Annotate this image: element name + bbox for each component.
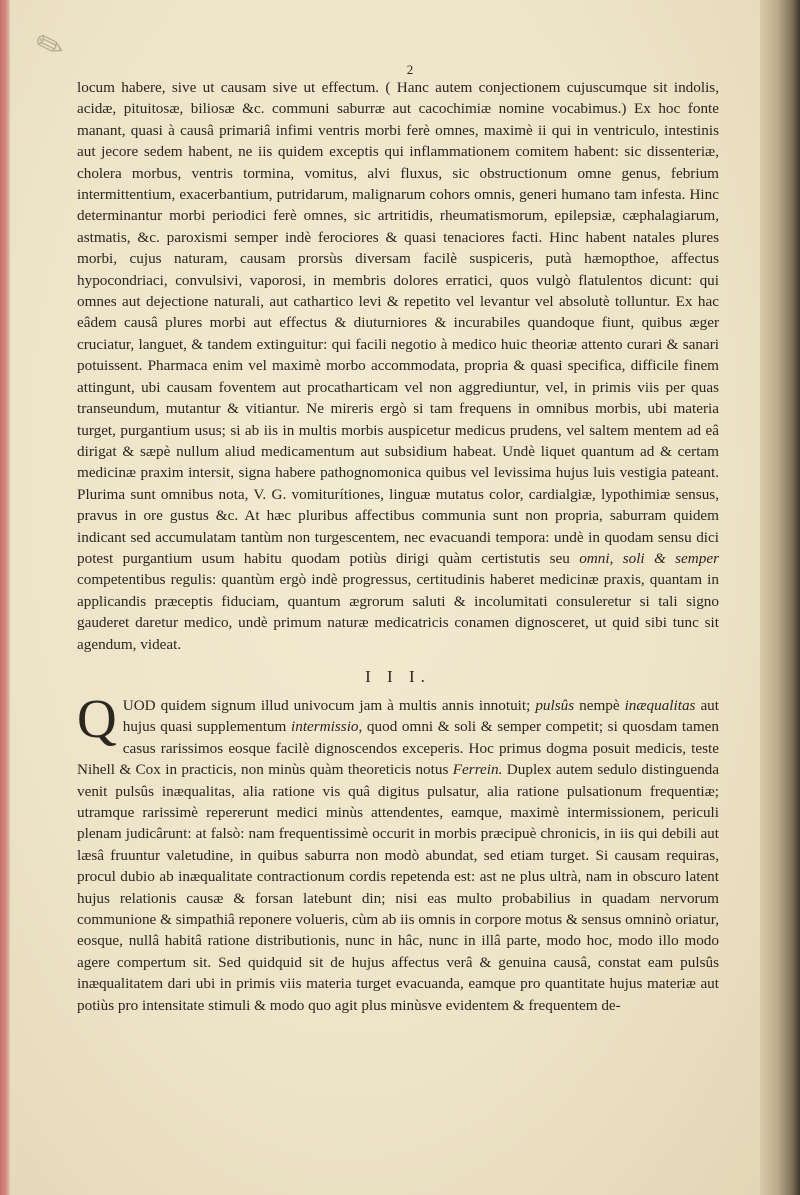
paragraph-text: Duplex autem sedulo distinguenda venit pulsûs inæqualitas, alia ratione vis quâ digitus pulsatur, alia ratione pulsationum frequentiæ; utramque rarissimè repererunt medici minùs attendentes, eamque, maximè intermissionem, periculi plenam judicârunt: at falsò: nam frequentissimè occurit in morbis præcipuè chronicis, in iis qui debili aut læsâ fruuntur valetudine, in quibus saburra non modò abundat, sed etiam turget. Si causam requiras, procul dubio ab inæqualitate contractionum cordis repetenda est: ast ne plus ultrà, nam in obscuro latent hujus relationis causæ & forsan latebunt din; nisi eas multo probabilius in quadam nervorum communione & simpathiâ reponere volueris, cùm ab iis omnis in corpore motus & sensus omninò oriatur, eosque, nullâ habitâ ratione distributionis, nunc in hâc, nunc in illâ parte, modo hoc, modo illo modo agere compertum sit. Sed quidquid sit de hujus affectus verâ & genuina causâ, constat eam pulsûs inæqualitatem dari ubi in primis viis materia turget evacuanda, eamque pro quantitate hujus materiæ aut potiùs pro intensitate stimuli & modo quo agit plus minùsve evidentem & frequentem de- <box>77 761 720 1014</box>
paragraph <box>77 687 720 1016</box>
ink-mark: ✎ <box>31 24 70 69</box>
paragraph-text: UOD quidem signum illud univocum jam à multis annis innotuit; <box>122 696 536 714</box>
book-binding-shadow <box>760 0 800 1195</box>
paragraph-text: nempè <box>574 696 625 714</box>
page-edge-left <box>0 0 10 1195</box>
page-text <box>77 62 719 1016</box>
italic-phrase: Ferrein. <box>452 761 503 779</box>
italic-phrase: intermissio <box>291 718 359 736</box>
paragraph-text: tutis seu <box>514 549 580 567</box>
paragraph-text: competentibus regulis: quantùm ergò indè progressus, certitudinis haberet medicinæ praxis, quantam in applicandis præceptis fiduciam, quantum ægrorum saluti & incolumitati consuleretur si tali signo gauderet daretur medico, undè primum naturæ medicatricis conamen dignosceret, ut quid sibi tunc sit agendum, videat. <box>77 571 719 653</box>
italic-phrase: inæqualitas <box>624 696 696 714</box>
paragraph-text: , quod omni & soli & semper competit; si quosdam tamen casus rarissimos eosque facilè dignoscendos exceperis. Hoc primus dogma posuit medicis, teste Nihell & Cox in practicis, non minùs quàm theoreticis notus <box>77 718 719 779</box>
italic-phrase: pulsûs <box>535 696 575 714</box>
italic-phrase: omni, soli & semper <box>579 549 719 567</box>
drop-cap: Q <box>77 687 117 749</box>
paragraph <box>77 77 719 655</box>
section-heading: I I I. <box>365 666 431 686</box>
page-number: 2 <box>406 62 414 77</box>
paragraph-text: aut hujus quasi supplementum <box>122 696 720 736</box>
paragraph-text: locum habere, sive ut causam sive ut effectum. ( Hanc autem conjectionem cujuscumque sit indolis, acidæ, pituitosæ, biliosæ &c. communi saburræ aut cacochimiæ nomine vocabimus.) Ex hoc fonte manant, quasi à causâ primariâ infimi ventris morbi ferè omnes, maximè ii qui in ventriculo, intestinis aut jecore sedem habent, ne iis quidem exceptis qui inflammationem comitem habent: sic dissenteriæ, cholera morbus, ventris tormina, vomitus, alvi fluxus, sic obstructionum omne genus, febrium intermittentium, exacerbantium, putridarum, malignarum cohors omnis, generi humano tam infesta. Hinc determinantur morbi periodici ferè omnes, sic artritidis, rheumatismorum, epilepsiæ, cæphalagiarum, astmatis, &c. paroxismi semper indè ferociores & quasi tenaciores facti. Hinc habent natales plures morbi, cujus naturam, causam prorsùs diversam facilè suspiceris, putà hæmopthoe, affectus hypocondriaci, convulsivi, vaporosi, in membris dolores erratici, quos vulgò flatulentos dicunt: qui omnes aut dejectione naturali, aut cathartico levi & repetito vel levantur vel absolutè tolluntur. Ex hac eâdem causâ plures morbi aut effectus & diuturniores & incurabiles quandoque fiunt, quibus æger cruciatur, languet, & tandem extinguitur: qui facili negotio à medico huic theoriæ attento curari & sanari potuissent. Pharmaca enim vel maximè morbo accommodata, propria & quasi specifica, difficile finem attingunt, ubi causam foventem aut procatharticam vel non aggrediuntur, vel, in primis viis per quas transeundum, mutantur & vitiantur. Ne mireris ergò si tam frequens in omnibus morbis, ubi materia turget, purgantium usus; si ab iis in multis morbis auspicetur medicus prudens, vel saltem mentem ad eâ dirigat & sæpè nullum aliud medicamentum aut subsidium habeat. Undè liquet quantum ad & certam medicinæ praxim intersit, signa habere pathognomonica quibus vel levissima hujus luis vestigia pateant. Plurima sunt omnibus nota, V. G. vomiturítiones, linguæ mutatus color, cardialgiæ, lypothimiæ sensus, pravus in ore gustus &c. At hæc pluribus affectibus communia sunt non propria, saburram quidem indicant sed accumulatam tantùm non turgescentem, nec evacuandi tempora: undè in quodam sensu dici potest purgantium usum habitu quodam potiùs dirigi quàm certis <box>77 79 719 567</box>
